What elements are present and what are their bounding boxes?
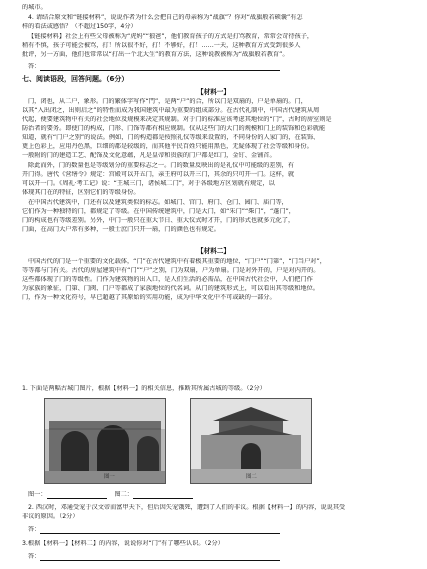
question-2-line: 2. 西汉时，邓通受宠于汉文帝而富甲天下，但后因失宠饿死，遭到了人们的非议。根据【材料一】的内容，说说其受 <box>28 504 346 511</box>
paragraph-line: 以其“入出闭之，出则启之”的特性而成为我国建筑中最为重要的组成部分。在古代礼制中，中国古代建筑从周 <box>22 107 320 114</box>
paragraph-line: 除此而外，门的数量也是等级划分的重要标志之一。门的数量反映出的是礼仪中可能级的差别，有 <box>28 162 295 169</box>
paragraph-line: 门，作为一种文化符号，早已超越了其原始的实用功能，成为中华文化中不可或缺的一部分。 <box>22 294 276 301</box>
paragraph-line: 为家族的象征，门第、门阀、门户等都成了家族地位的代名词。从门的建筑形式上，可以看出其等级和地位。 <box>22 285 319 292</box>
answer-label-photo-2: 图二： <box>114 491 133 498</box>
question-4-line: 4. 请结合原文和“链接材料”，说说作者为什么会把自己的母亲称为“战旗”？你对“战旗般若硕囊”有怎 <box>28 14 303 21</box>
answer-label: 答： <box>28 526 41 533</box>
paragraph-line: 这些都体现了门的等级性。门作为建筑物的出入口，是人们生活的必需品，在中国古代社会中，人们把门作 <box>22 276 313 283</box>
paragraph-line: 开门得。唐代《营缮令》规定：宫殿可以开五门，亲王府可以开三门，其余的只可开一门。这样，就 <box>22 171 295 178</box>
paragraph-line: 中国古代的门是一个重要的文化载体，“门”在古代建筑中有着极其重要的地位，“门户”“门第”，“门当户对”， <box>28 258 326 265</box>
material-two-title: 【材料二】 <box>197 247 230 255</box>
answer-blank-photo-2[interactable] <box>133 492 193 499</box>
paragraph-line: 一般附的门的建造工艺、配饰及文化意蕴，凡是皇帝和贵族的门户都是红门，金钉、金铺首。 <box>22 152 276 159</box>
paragraph-line: 等等都与门有关。古代的房屋建筑中有“门”“户”之别，门为双扇，户为单扇。门是对外开的，户是对内开的。 <box>22 267 320 274</box>
text-line: 的城市。 <box>22 4 47 11</box>
question-3: 3.根据【材料一】【材料二】的内容，说说你对“门”有了哪些认识。（2分） <box>22 540 224 547</box>
answer-line-q2[interactable] <box>28 526 409 534</box>
link-material-line: 稍有不慎，孩子可能会被骂，打！所以很不好，打！不够好，打！……一天，这种教育方式受到很多人 <box>22 42 301 49</box>
paragraph-line: 门，闭也，从二户，象形。门的繁体字写作“門”，是两“户”的合，所以门是双扇的，户是单扇的。门， <box>28 98 307 105</box>
paragraph-line: 防治者的要务。即使门的构成，门形、门饰等都有相应规制。仅从这些门的大门的规模和门上的装饰和色彩就能 <box>22 125 326 132</box>
question-1: 1. 下面是两幅古城门图片，根据【材料一】的相关信息，推断其所属古城的等级。（2分） <box>22 385 266 392</box>
paragraph-line: 它们作为一种独特的门，都规定了等级。在中国传统建筑中，门是大门，如“朱门”“柴门”，“蓬门”， <box>22 208 295 215</box>
section-title: 七、阅读语段，回答问题。（6分） <box>22 75 129 83</box>
answer-line-q4[interactable] <box>28 63 409 71</box>
material-one-title: 【材料一】 <box>197 88 230 96</box>
question-2-line: 非议的原因。（2分） <box>22 513 79 520</box>
paragraph-line: 门面，在高门大户常有多种，一般士庶门只开一扇，门的颜色也有规定。 <box>22 226 220 233</box>
answer-blank[interactable] <box>40 64 280 71</box>
paragraph-line: 可以开一门。《周礼·考工记》说：“王城三门，诸侯城二门”，对于各级地方区划就有规定，以 <box>22 180 275 187</box>
paragraph-line: 在中国古代建筑中，门还有以及建筑类似的标志。如城门、宫门、府门、仓门、园门、庙门等， <box>28 199 288 206</box>
paragraph-line: 知道，就有“门户之别”的说法。例如，门的构造都是按照礼仪等级来设置的，不同身份的人家门的，在装饰、 <box>22 134 320 141</box>
link-material-line: 批评，另一方面，他们也常常以“打出一个北大生”的教育方法，这种说教被称为“战旗般若教育”。 <box>22 51 289 58</box>
paragraph-line: 体现其门在的特征，区别它们的等级身份。 <box>22 189 140 196</box>
answer-blank[interactable] <box>40 554 280 561</box>
answer-label: 答： <box>28 63 41 70</box>
answer-label-photo-1: 图一： <box>28 491 47 498</box>
question-1-answers <box>28 491 409 499</box>
question-4-line: 样的看法或感悟？（不超过150字，4分） <box>22 23 137 30</box>
city-gate-image-1 <box>45 399 165 483</box>
answer-label: 答： <box>28 553 41 560</box>
photo-1-caption: 图一 <box>104 474 115 480</box>
answer-line-q3[interactable] <box>28 553 409 561</box>
city-gate-image-2 <box>191 399 311 483</box>
paragraph-line: 代起，便要建筑物中有关的社会地位及规模来决定其规制。对于门的标准应该考虑其地位的“门”，古时的房室则是 <box>22 116 332 123</box>
paragraph-line: 更上色彩上，应用丹色黑，巨细的都是较级的，而其他平民百姓只能用黑色，无疑体现了社会等级和身份。 <box>22 143 313 150</box>
answer-blank[interactable] <box>40 527 280 534</box>
answer-blank-photo-1[interactable] <box>47 492 107 499</box>
photo-2-caption: 图二 <box>246 474 257 480</box>
paragraph-line: 门的构成也有等级差别。另外，中门一般只在重大节日、重大仪式时才开，门的形式也就多元化了， <box>22 217 295 224</box>
link-material-line: 【链接材料】社会上有些父母被称为“虎妈”“狼爸”，他们教育孩子的方式是打骂教育，常常会苛待孩子， <box>28 33 314 40</box>
